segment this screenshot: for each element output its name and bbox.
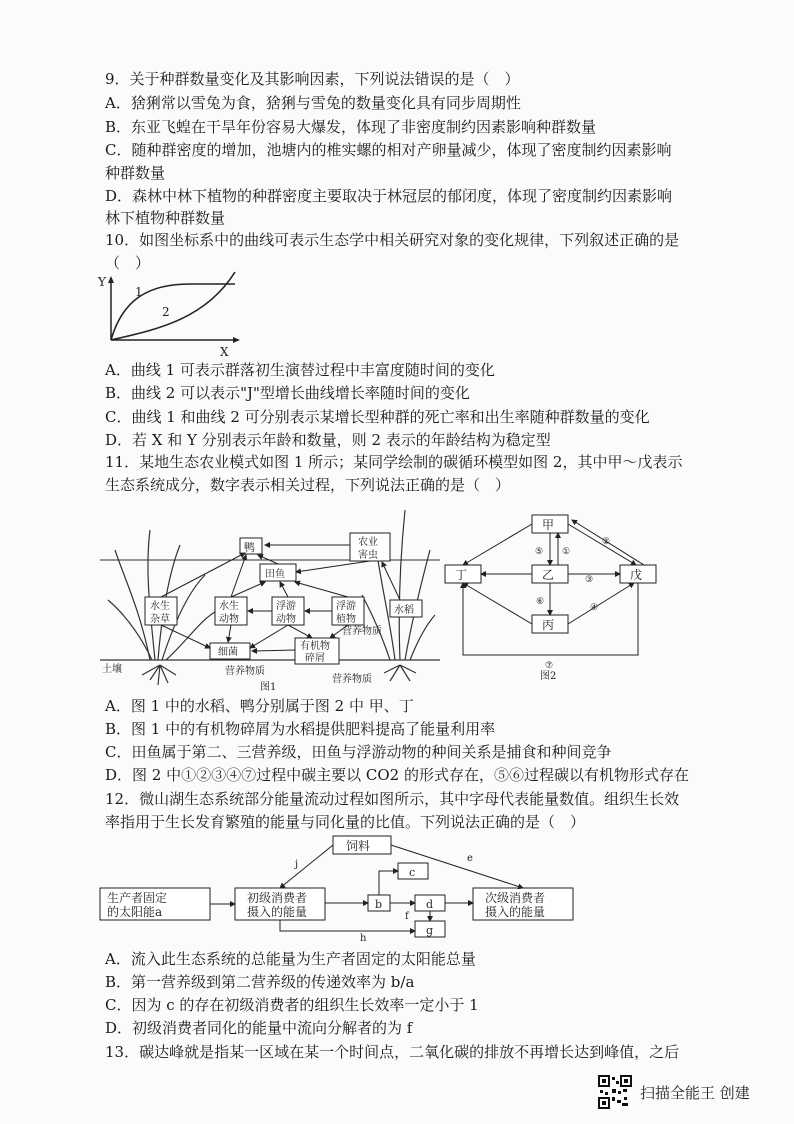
figure-1-caption: 图1 xyxy=(260,682,277,693)
detritus-label-1: 有机物 xyxy=(300,641,330,652)
q11-option-c: C．田鱼属于第二、三营养级，田鱼与浮游动物的种间关系是捕食和种间竞争 xyxy=(105,743,612,761)
q12-option-b: B．第一营养级到第二营养级的传递效率为 b/a xyxy=(105,973,415,991)
secondary-consumer-label-1: 次级消费者 xyxy=(485,891,546,905)
zooplankton-label-2: 动物 xyxy=(276,614,296,625)
label-h: h xyxy=(360,933,367,943)
phytoplankton-label-1: 浮游 xyxy=(336,601,356,612)
label-g: g xyxy=(426,924,434,937)
weed-label-1: 水生 xyxy=(150,601,170,612)
nutrient-label-2: 营养物质 xyxy=(225,666,265,677)
q11-stem-line2: 生态系统成分，数字表示相关过程，下列说法正确的是（ ） xyxy=(105,476,511,494)
q9-stem: 9．关于种群数量变化及其影响因素，下列说法错误的是（ ） xyxy=(105,70,520,88)
q9-option-c-line2: 种群数量 xyxy=(105,164,166,182)
producer-label-1: 生产者固定 xyxy=(107,891,168,905)
secondary-consumer-label-2: 摄入的能量 xyxy=(485,905,546,919)
q9-option-a: A．猞猁常以雪兔为食，猞猁与雪兔的数量变化具有同步周期性 xyxy=(105,94,521,112)
q12-option-d: D．初级消费者同化的能量中流向分解者的为 f xyxy=(105,1019,413,1037)
q11-option-b: B．图 1 中的有机物碎屑为水稻提供肥料提高了能量利用率 xyxy=(105,720,496,738)
feed-label: 饲料 xyxy=(346,839,371,853)
primary-consumer-label-1: 初级消费者 xyxy=(247,891,308,905)
soil-label: 土壤 xyxy=(102,664,122,675)
weed-label-2: 杂草 xyxy=(150,614,170,625)
rice-label: 水稻 xyxy=(394,605,414,616)
zooplankton-label-1: 浮游 xyxy=(276,601,296,612)
q11-figure-2 xyxy=(440,510,660,680)
scanner-watermark xyxy=(598,1075,750,1109)
q9-option-d-line2: 林下植物种群数量 xyxy=(105,209,226,227)
qr-code-icon xyxy=(598,1075,632,1109)
process-5: ⑤ xyxy=(535,547,544,557)
pest-label-2: 害虫 xyxy=(358,550,378,561)
bacteria-label: 细菌 xyxy=(218,647,238,658)
q10-option-c: C．曲线 1 和曲线 2 可分别表示某增长型种群的死亡率和出生率随种群数量的变化 xyxy=(105,408,650,426)
y-axis-label: Y xyxy=(98,275,106,289)
process-4: ④ xyxy=(590,603,599,613)
q11-option-a: A．图 1 中的水稻、鸭分别属于图 2 中 甲、丁 xyxy=(105,697,414,715)
pest-label-1: 农业 xyxy=(358,537,378,548)
x-axis-label: X xyxy=(220,345,229,358)
label-d: d xyxy=(426,898,434,911)
process-3: ③ xyxy=(585,575,594,585)
aquatic-animal-label-1: 水生 xyxy=(219,601,239,612)
label-c: c xyxy=(409,866,416,879)
fish-label: 田鱼 xyxy=(265,569,285,580)
nutrient-label-3: 营养物质 xyxy=(332,674,372,685)
curve-1-label: 1 xyxy=(135,285,143,299)
phytoplankton-label-2: 植物 xyxy=(336,614,356,625)
process-1: ① xyxy=(562,547,571,557)
label-f: f xyxy=(405,911,409,922)
q11-option-d: D．图 2 中①②③④⑦过程中碳主要以 CO2 的形式存在，⑤⑥过程碳以有机物形式存在 xyxy=(105,766,689,784)
label-b: b xyxy=(375,898,383,911)
q10-stem-line2: （ ） xyxy=(105,254,151,272)
process-2: ② xyxy=(602,537,611,547)
q9-option-d-line1: D．森林中林下植物的种群密度主要取决于林冠层的郁闭度，体现了密度制约因素影响 xyxy=(105,187,673,205)
q10-option-d: D．若 X 和 Y 分别表示年龄和数量，则 2 表示的年龄结构为稳定型 xyxy=(105,431,551,449)
q12-option-a: A．流入此生态系统的总能量为生产者固定的太阳能总量 xyxy=(105,950,476,968)
q10-option-b: B．曲线 2 可以表示"J"型增长曲线增长率随时间的变化 xyxy=(105,384,470,402)
q9-option-c-line1: C．随种群密度的增加，池塘内的椎实螺的相对产卵量减少，体现了密度制约因素影响 xyxy=(105,141,672,159)
node-ding-label: 丁 xyxy=(455,568,468,582)
node-jia-label: 甲 xyxy=(542,518,555,532)
curve-2-label: 2 xyxy=(162,305,170,319)
process-6: ⑥ xyxy=(536,597,545,607)
q10-graph xyxy=(95,270,255,358)
node-wu-label: 戊 xyxy=(630,568,643,582)
primary-consumer-label-2: 摄入的能量 xyxy=(247,905,308,919)
q12-stem-line1: 12．微山湖生态系统部分能量流动过程如图所示，其中字母代表能量数值。组织生长效 xyxy=(105,790,680,808)
node-bing-label: 丙 xyxy=(542,618,555,632)
nutrient-label-1: 营养物质 xyxy=(342,626,382,637)
figure-2-arrows xyxy=(463,520,644,655)
producer-label-2: 的太阳能a xyxy=(107,905,163,919)
detritus-label-2: 碎屑 xyxy=(305,653,325,664)
q11-stem-line1: 11．某地生态农业模式如图 1 所示；某同学绘制的碳循环模型如图 2，其中甲～戊表示 xyxy=(105,453,683,471)
process-7: ⑦ xyxy=(545,661,554,671)
q12-option-c: C．因为 c 的存在初级消费者的组织生长效率一定小于 1 xyxy=(105,996,479,1014)
aquatic-animal-label-2: 动物 xyxy=(219,614,239,625)
node-yi-label: 乙 xyxy=(542,568,555,582)
curve-1 xyxy=(111,284,235,340)
q11-figure-1 xyxy=(100,500,440,695)
label-e: e xyxy=(467,853,473,864)
scanner-brand-text: 扫描全能王 创建 xyxy=(640,1083,750,1102)
q12-energy-flow-diagram xyxy=(95,833,615,943)
figure-2-caption: 图2 xyxy=(540,671,557,680)
q10-stem-line1: 10．如图坐标系中的曲线可表示生态学中相关研究对象的变化规律，下列叙述正确的是 xyxy=(105,231,680,249)
q10-option-a: A．曲线 1 可表示群落初生演替过程中丰富度随时间的变化 xyxy=(105,361,495,379)
duck-label: 鸭 xyxy=(244,541,255,554)
q9-option-b: B．东亚飞蝗在干旱年份容易大爆发，体现了非密度制约因素影响种群数量 xyxy=(105,118,597,136)
q13-stem-line1: 13．碳达峰就是指某一区域在某一个时间点，二氧化碳的排放不再增长达到峰值，之后 xyxy=(105,1043,680,1061)
q12-stem-line2: 率指用于生长发育繁殖的能量与同化量的比值。下列说法正确的是（ ） xyxy=(105,813,586,831)
label-j: j xyxy=(295,859,299,870)
